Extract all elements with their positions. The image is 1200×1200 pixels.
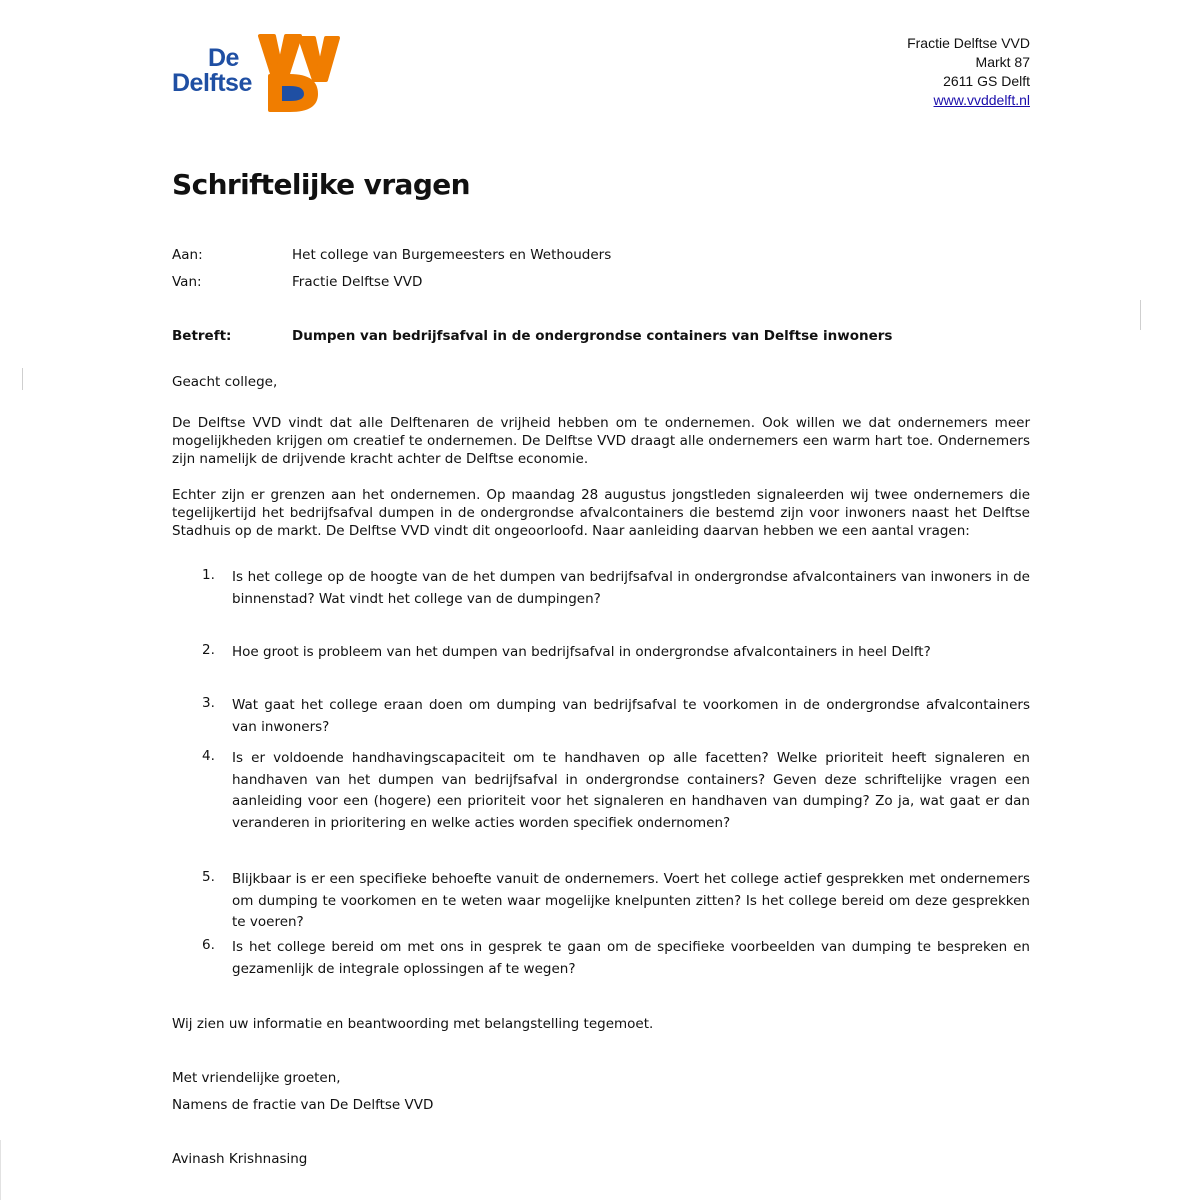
sender-address bbox=[907, 34, 1030, 110]
question-number: 3. bbox=[202, 695, 215, 711]
question-text: Hoe groot is probleem van het dumpen van bedrijfsafval in ondergrondse afvalcontainers in heel Delft? bbox=[232, 644, 931, 660]
vvd-mark-icon bbox=[256, 30, 342, 114]
signature-name: Avinash Krishnasing bbox=[172, 1151, 308, 1167]
question-number: 6. bbox=[202, 937, 215, 953]
betreft-value: Dumpen van bedrijfsafval in de ondergrondse containers van Delftse inwoners bbox=[292, 328, 893, 344]
question-text: Wat gaat het college eraan doen om dumping van bedrijfsafval te voorkomen in de ondergrondse afvalcontainers van inwoners? bbox=[232, 697, 1030, 735]
paragraph-intro: De Delftse VVD vindt dat alle Delftenaren de vrijheid hebben om te ondernemen. Ook willen we dat ondernemers meer mogelijkheden krijgen om creatief te ondernemen. De Delftse VVD draagt alle ondernemers een warm hart toe. Ondernemers zijn namelijk de drijvende kracht achter de Delftse economie. bbox=[172, 415, 1030, 467]
question-text: Is het college bereid om met ons in gesprek te gaan om de specifieke voorbeelden van dumping te bespreken en gezamenlijk de integrale oplossingen af te wegen? bbox=[232, 939, 1030, 977]
logo-text-delftse: Delftse bbox=[172, 69, 252, 97]
question-number: 2. bbox=[202, 642, 215, 658]
salutation: Geacht college, bbox=[172, 374, 278, 390]
aan-value: Het college van Burgemeesters en Wethouders bbox=[292, 247, 612, 263]
address-line-street: Markt 87 bbox=[975, 54, 1030, 70]
closing-line: Wij zien uw informatie en beantwoording met belangstelling tegemoet. bbox=[172, 1016, 654, 1032]
vvd-logo bbox=[172, 30, 342, 114]
scan-edge-mark bbox=[1140, 300, 1141, 330]
betreft-label: Betreft: bbox=[172, 328, 232, 344]
page-title: Schriftelijke vragen bbox=[172, 168, 470, 201]
paragraph-incident: Echter zijn er grenzen aan het ondernemen. Op maandag 28 augustus jongstleden signaleerden wij twee ondernemers die tegelijkertijd het bedrijfsafval dumpen in de ondergrondse afvalcontainers die bestemd zijn voor inwoners naast het Delftse Stadhuis op de markt. De Delftse VVD vindt dit ongeoorloofd. Naar aanleiding daarvan hebben we een aantal vragen: bbox=[172, 487, 1030, 539]
question-number: 4. bbox=[202, 748, 215, 764]
address-line-city: 2611 GS Delft bbox=[943, 73, 1030, 89]
question-text: Is het college op de hoogte van de het dumpen van bedrijfsafval in ondergrondse afvalcontainers van inwoners in de binnenstad? Wat vindt het college van de dumpingen? bbox=[232, 569, 1030, 607]
closing-namens: Namens de fractie van De Delftse VVD bbox=[172, 1097, 434, 1113]
van-value: Fractie Delftse VVD bbox=[292, 274, 423, 290]
question-number: 5. bbox=[202, 869, 215, 885]
scan-edge-mark bbox=[0, 1140, 1, 1200]
scan-edge-mark bbox=[22, 368, 23, 390]
logo-text-de: De bbox=[208, 44, 239, 72]
address-line-organisation: Fractie Delftse VVD bbox=[907, 35, 1030, 51]
question-text: Blijkbaar is er een specifieke behoefte vanuit de ondernemers. Voert het college actief gesprekken met ondernemers om dumping te voorkomen en te weten waar mogelijke knelpunten zitten? Is het college bereid om deze gesprekken te voeren? bbox=[232, 871, 1030, 930]
question-number: 1. bbox=[202, 567, 215, 583]
van-label: Van: bbox=[172, 274, 202, 290]
question-text: Is er voldoende handhavingscapaciteit om te handhaven op alle facetten? Welke prioriteit heeft signaleren en handhaven van het dumpen van bedrijfsafval in ondergrondse containers? Geven deze schriftelijke vragen een aanleiding voor een (hogere) een prioriteit voor het signaleren en handhaven van dumping? Zo ja, wat gaat er dan veranderen in prioritering en welke acties worden specifiek ondernomen? bbox=[232, 750, 1030, 831]
closing-greeting: Met vriendelijke groeten, bbox=[172, 1070, 341, 1086]
website-link[interactable]: www.vvddelft.nl bbox=[933, 92, 1030, 108]
aan-label: Aan: bbox=[172, 247, 203, 263]
